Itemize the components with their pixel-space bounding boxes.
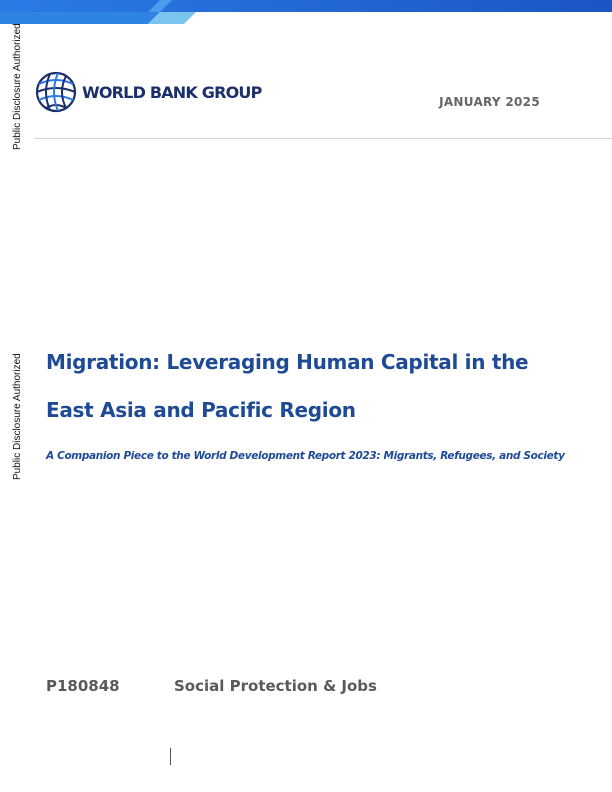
top-color-band (0, 0, 612, 28)
publication-date: JANUARY 2025 (439, 95, 540, 109)
logo-wordmark: WORLD BANK GROUP (82, 82, 262, 102)
project-id: P180848 (46, 677, 120, 695)
side-stamp-top: Public Disclosure Authorized (12, 23, 23, 150)
practice-area: Social Protection & Jobs (174, 677, 377, 695)
side-stamp-middle: Public Disclosure Authorized (12, 353, 23, 480)
world-bank-logo (34, 70, 262, 114)
footer-divider-tick (170, 748, 171, 765)
report-title: Migration: Leveraging Human Capital in the East Asia and Pacific Region (46, 350, 529, 422)
globe-icon (34, 70, 78, 114)
report-subtitle: A Companion Piece to the World Development Report 2023: Migrants, Refugees, and Society (46, 450, 565, 462)
header-divider (34, 138, 612, 139)
